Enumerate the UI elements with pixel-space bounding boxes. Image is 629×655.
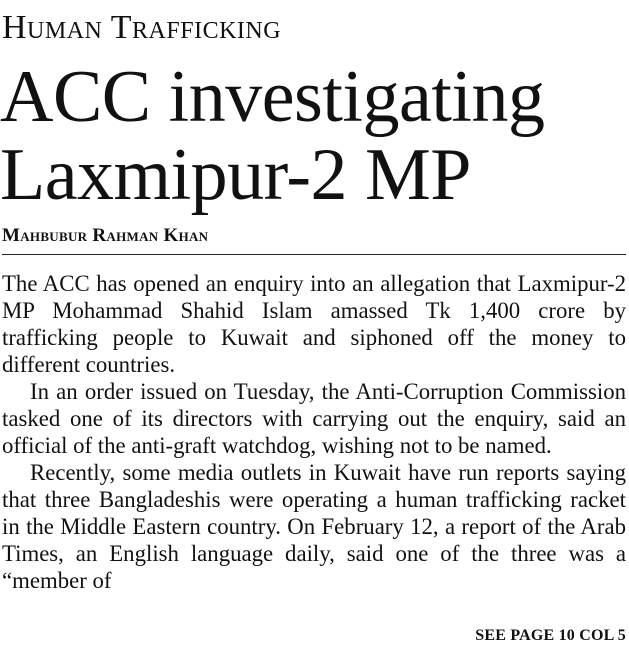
paragraph-1: The ACC has opened an enquiry into an allegation that Laxmipur-2 MP Mohammad Shahid Islam amassed Tk 1,400 crore by trafficking people to Kuwait and siphoned off the money to different countries. <box>2 271 626 377</box>
section-kicker: Human Trafficking <box>2 9 282 46</box>
divider-rule <box>2 254 626 255</box>
headline-line-2: Laxmipur-2 MP <box>0 134 471 216</box>
byline: Mahbubur Rahman Khan <box>2 225 209 246</box>
paragraph-3: Recently, some media outlets in Kuwait have run reports saying that three Bangladeshis were operating a human trafficking racket in the Middle Eastern country. On February 12, a report of the Arab Times, an English language daily, said one of the three was a “member of <box>2 460 626 593</box>
article-body <box>2 270 626 594</box>
continued-on-link[interactable]: SEE PAGE 10 COL 5 <box>475 627 626 644</box>
paragraph-2: In an order issued on Tuesday, the Anti-Corruption Commission tasked one of its directors with carrying out the enquiry, said an official of the anti-graft watchdog, wishing not to be named. <box>2 379 626 458</box>
headline-line-1: ACC investigating <box>0 56 545 138</box>
headline <box>0 58 629 214</box>
